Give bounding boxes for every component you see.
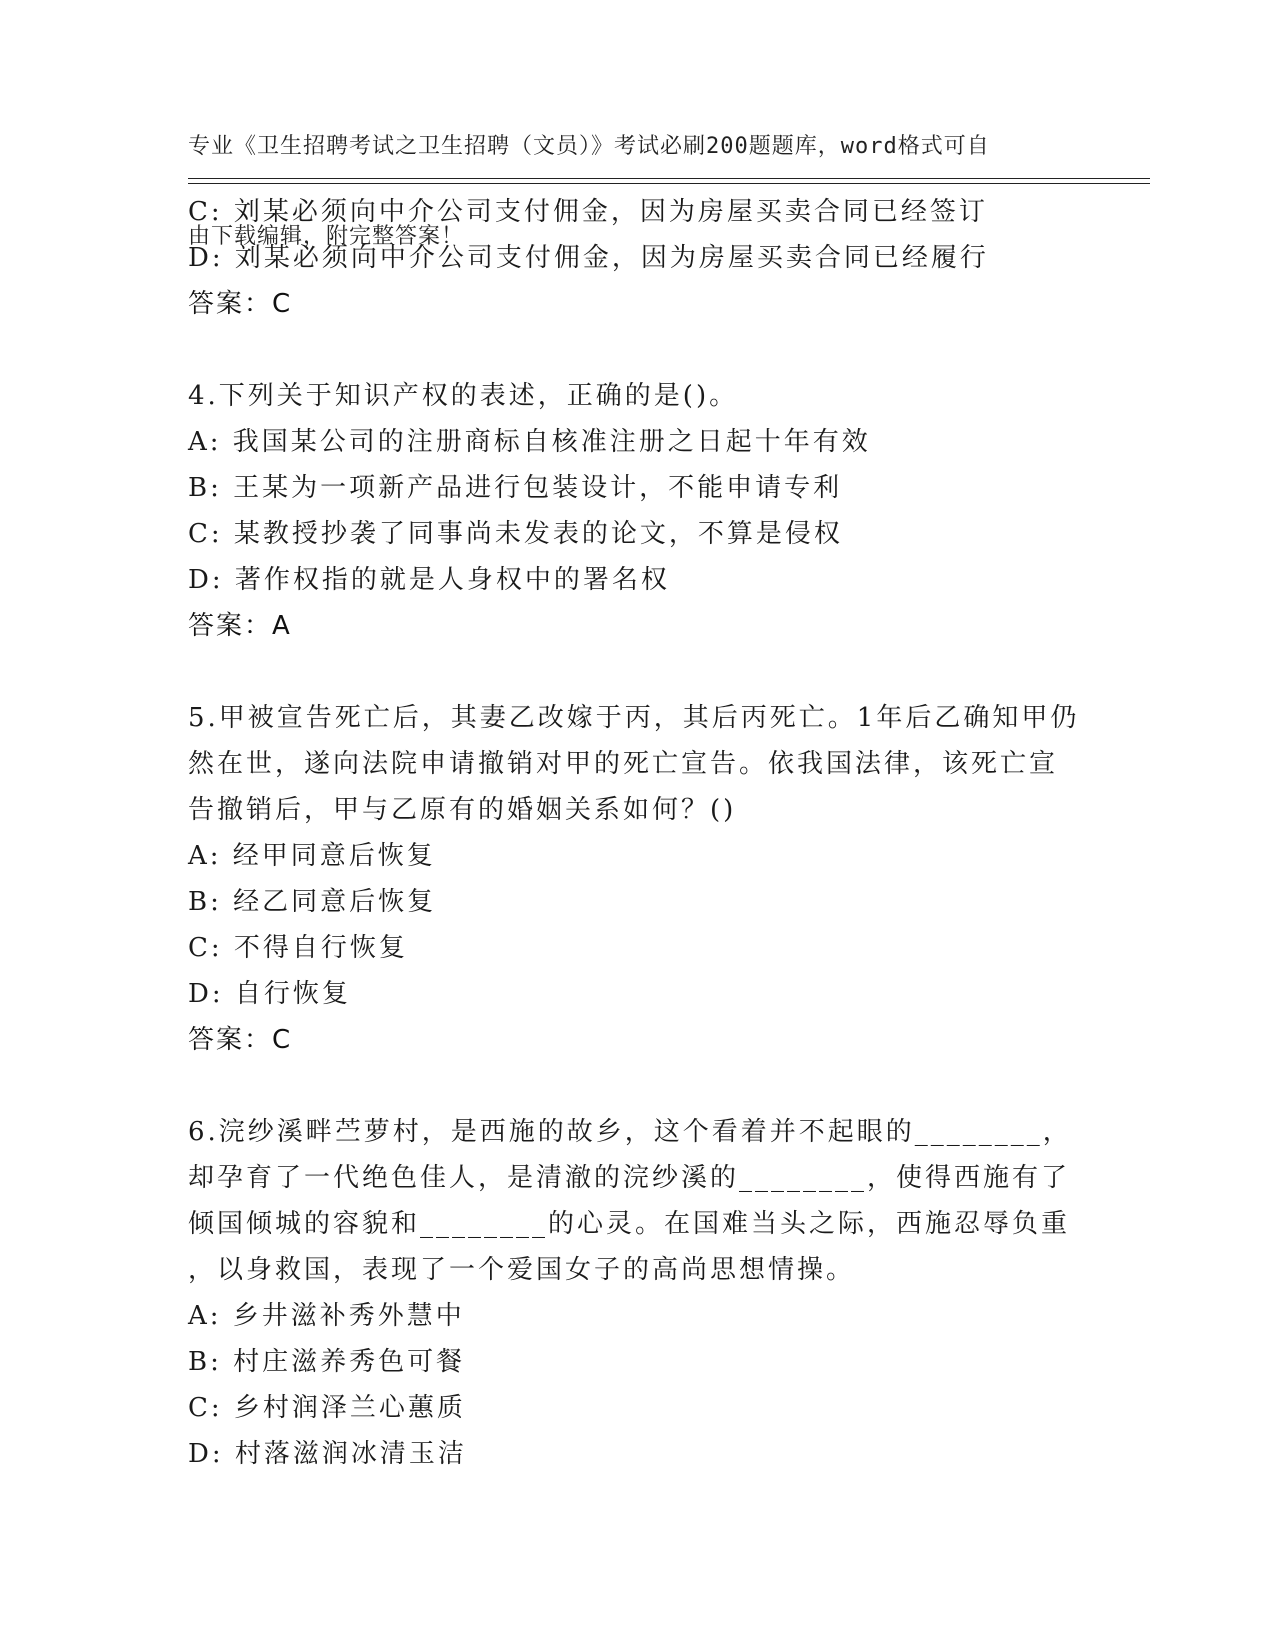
option-d: D: 刘某必须向中介公司支付佣金，因为房屋买卖合同已经履行: [188, 243, 989, 273]
spacer: [188, 327, 1088, 373]
question-block-4: [188, 373, 1088, 649]
option-b: B: 经乙同意后恢复: [188, 887, 437, 917]
question-stem: 然在世，遂向法院申请撤销对甲的死亡宣告。依我国法律，该死亡宣: [188, 749, 1059, 779]
question-list: [188, 189, 1088, 1477]
option-d: D: 村落滋润冰清玉洁: [188, 1439, 467, 1469]
question-stem: 4.下列关于知识产权的表述，正确的是()。: [188, 381, 739, 411]
option-a: A: 乡井滋补秀外慧中: [188, 1301, 465, 1331]
option-a: A: 我国某公司的注册商标自核准注册之日起十年有效: [188, 427, 871, 457]
question-stem: 6.浣纱溪畔苎萝村，是西施的故乡，这个看着并不起眼的________，: [188, 1117, 1072, 1147]
question-stem: 5.甲被宣告死亡后，其妻乙改嫁于丙，其后丙死亡。1年后乙确知甲仍: [188, 703, 1080, 733]
header-line-1: 专业《卫生招聘考试之卫生招聘（文员）》考试必刷200题题库，word格式可自: [188, 134, 990, 159]
option-d: D: 自行恢复: [188, 979, 351, 1009]
question-block-3: [188, 189, 1088, 327]
question-block-5: [188, 695, 1088, 1063]
option-b: B: 村庄滋养秀色可餐: [188, 1347, 466, 1377]
option-a: A: 经甲同意后恢复: [188, 841, 436, 871]
option-c: C: 不得自行恢复: [188, 933, 408, 963]
question-block-6: [188, 1109, 1088, 1477]
answer-label: 答案：A: [188, 611, 292, 641]
spacer: [188, 1063, 1088, 1109]
header-divider-top: [188, 178, 1150, 179]
header-line-2: 由下载编辑，附完整答案！: [188, 224, 465, 249]
answer-label: 答案：C: [188, 289, 293, 319]
option-b: B: 王某为一项新产品进行包装设计，不能申请专利: [188, 473, 843, 503]
answer-label: 答案：C: [188, 1025, 293, 1055]
spacer: [188, 649, 1088, 695]
question-stem: 倾国倾城的容貌和________的心灵。在国难当头之际，西施忍辱负重: [188, 1209, 1071, 1239]
question-stem: 却孕育了一代绝色佳人，是清澈的浣纱溪的________，使得西施有了: [188, 1163, 1071, 1193]
question-stem: ，以身救国，表现了一个爱国女子的高尚思想情操。: [188, 1255, 856, 1285]
header-divider-bottom: [188, 183, 1150, 184]
option-c: C: 某教授抄袭了同事尚未发表的论文，不算是侵权: [188, 519, 843, 549]
question-stem: 告撤销后，甲与乙原有的婚姻关系如何？(): [188, 795, 737, 825]
option-c: C: 刘某必须向中介公司支付佣金，因为房屋买卖合同已经签订: [188, 197, 988, 227]
option-c: C: 乡村润泽兰心蕙质: [188, 1393, 466, 1423]
option-d: D: 著作权指的就是人身权中的署名权: [188, 565, 670, 595]
